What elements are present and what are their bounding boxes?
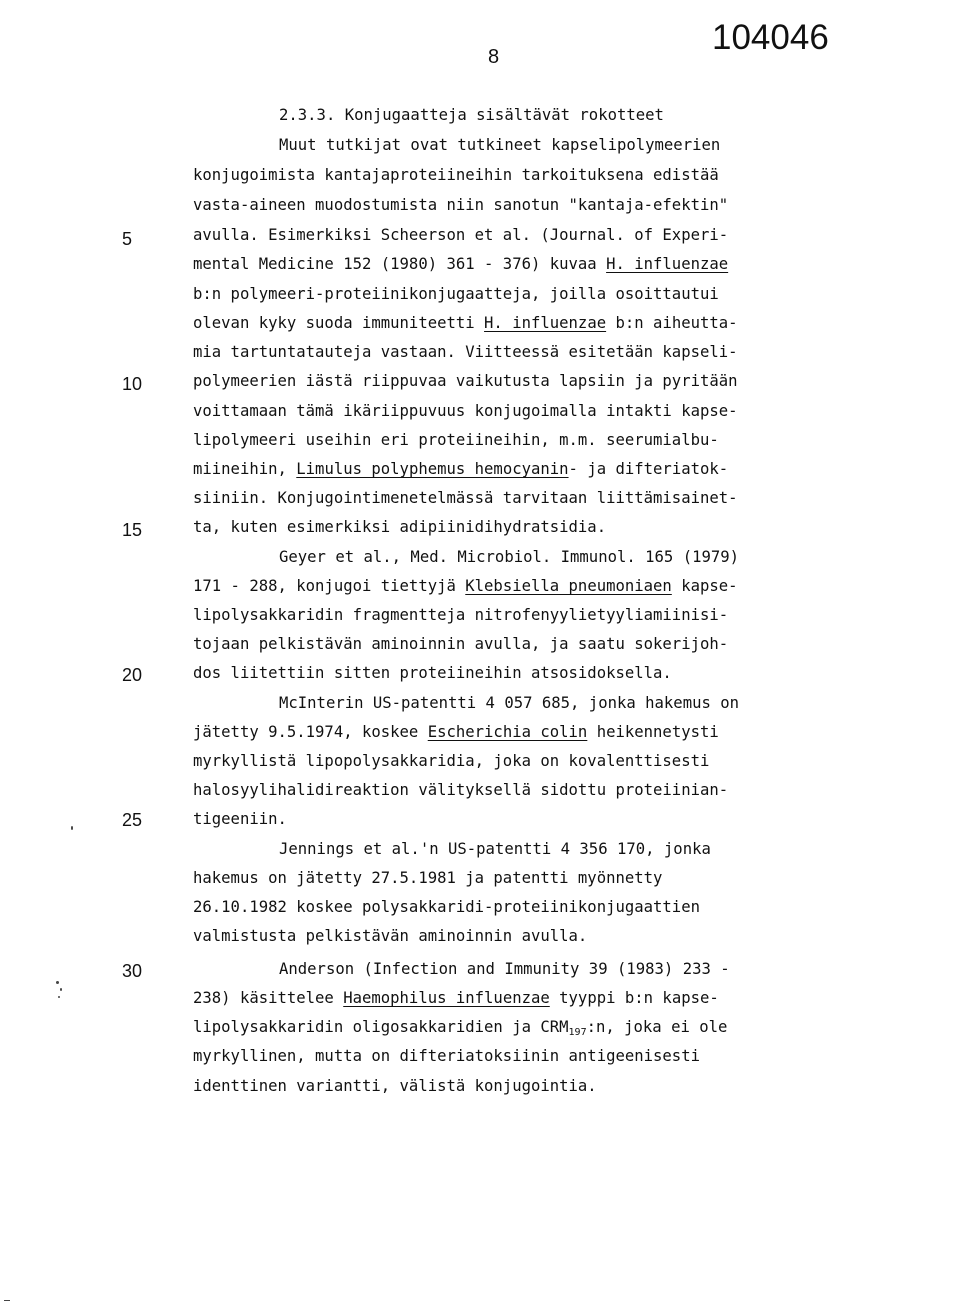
body-line: 171 - 288, konjugoi tiettyjä Klebsiella pneumoniaen kapse- (193, 577, 738, 595)
body-line: konjugoimista kantajaproteiineihin tarkoituksena edistää (193, 166, 719, 184)
page-number: 8 (488, 46, 500, 68)
body-line: lipolysakkaridin fragmentteja nitrofenyylietyyliamiinisi- (193, 606, 729, 624)
line-number-15: 15 (122, 520, 143, 540)
body-line: tigeeniin. (193, 810, 287, 828)
species-name: Limulus polyphemus hemocyanin (296, 460, 569, 478)
body-line: halosyylihalidireaktion välityksellä sidottu proteiinian- (193, 781, 729, 799)
scan-speck (58, 996, 60, 998)
scan-speck (56, 981, 59, 984)
species-name: H. influenzae (606, 255, 729, 273)
species-name: Klebsiella pneumoniaen (465, 577, 672, 595)
line-number-5: 5 (122, 229, 133, 249)
line-number-30: 30 (122, 961, 143, 981)
body-line: Geyer et al., Med. Microbiol. Immunol. 165 (1979) (279, 548, 740, 566)
body-line: tojaan pelkistävän aminoinnin avulla, ja saatu sokerijoh- (193, 635, 729, 653)
body-line: jätetty 9.5.1974, koskee Escherichia colin heikennetysti (193, 723, 719, 741)
body-line: 238) käsittelee Haemophilus influenzae tyyppi b:n kapse- (193, 989, 719, 1007)
body-line: voittamaan tämä ikäriippuvuus konjugoimalla intakti kapse- (193, 402, 738, 420)
document-number: 104046 (712, 18, 829, 57)
line-number-20: 20 (122, 665, 143, 685)
species-name: Haemophilus influenzae (343, 989, 550, 1007)
body-line: myrkyllinen, mutta on difteriatoksiinin antigeenisesti (193, 1047, 700, 1065)
body-line: Muut tutkijat ovat tutkineet kapselipolymeerien (279, 136, 721, 154)
body-line: miineihin, Limulus polyphemus hemocyanin- ja difteriatok- (193, 460, 729, 478)
body-line: valmistusta pelkistävän aminoinnin avulla. (193, 927, 588, 945)
body-line: olevan kyky suoda immuniteetti H. influenzae b:n aiheutta- (193, 314, 738, 332)
body-line: identtinen variantti, välistä konjugointia. (193, 1077, 597, 1095)
body-line: myrkyllistä lipopolysakkaridia, joka on kovalenttisesti (193, 752, 710, 770)
body-line: polymeerien iästä riippuvaa vaikutusta lapsiin ja pyritään (193, 372, 738, 390)
body-line: lipolysakkaridin oligosakkaridien ja $CRM_{197}:n$, joka ei ole (193, 1018, 728, 1038)
body-line: lipolymeeri useihin eri proteiineihin, m.m. seerumialbu- (193, 431, 719, 449)
section-heading: 2.3.3. Konjugaatteja sisältävät rokotteet (279, 106, 664, 124)
body-line: Jennings et al.'n US-patentti 4 356 170, jonka (279, 840, 711, 858)
species-name: H. influenzae (484, 314, 607, 332)
body-line: McInterin US-patentti 4 057 685, jonka hakemus on (279, 694, 740, 712)
body-line: Anderson (Infection and Immunity 39 (1983) 233 - (279, 960, 730, 978)
body-line: mental Medicine 152 (1980) 361 - 376) kuvaa H. influenzae (193, 255, 729, 273)
subscript: 197 (568, 1027, 587, 1038)
line-number-10: 10 (122, 374, 143, 394)
scan-speck (60, 988, 62, 991)
body-line: vasta-aineen muodostumista niin sanotun "kantaja-efektin" (193, 196, 729, 214)
scan-speck (71, 826, 73, 830)
body-line: hakemus on jätetty 27.5.1981 ja patentti myönnetty (193, 869, 663, 887)
body-line: avulla. Esimerkiksi Scheerson et al. (Journal. of Experi- (193, 226, 729, 244)
body-line: ta, kuten esimerkiksi adipiinidihydratsidia. (193, 518, 607, 536)
body-line: siiniin. Konjugointimenetelmässä tarvitaan liittämisainet- (193, 489, 738, 507)
body-line: b:n polymeeri-proteiinikonjugaatteja, joilla osoittautui (193, 285, 719, 303)
species-name: Escherichia colin (427, 723, 588, 741)
line-number-25: 25 (122, 810, 143, 830)
body-line: mia tartuntatauteja vastaan. Viitteessä esitetään kapseli- (193, 343, 738, 361)
body-line: 26.10.1982 koskee polysakkaridi-proteiinikonjugaattien (193, 898, 700, 916)
body-line: dos liitettiin sitten proteiineihin atsosidoksella. (193, 664, 672, 682)
scan-speck (4, 1300, 10, 1301)
